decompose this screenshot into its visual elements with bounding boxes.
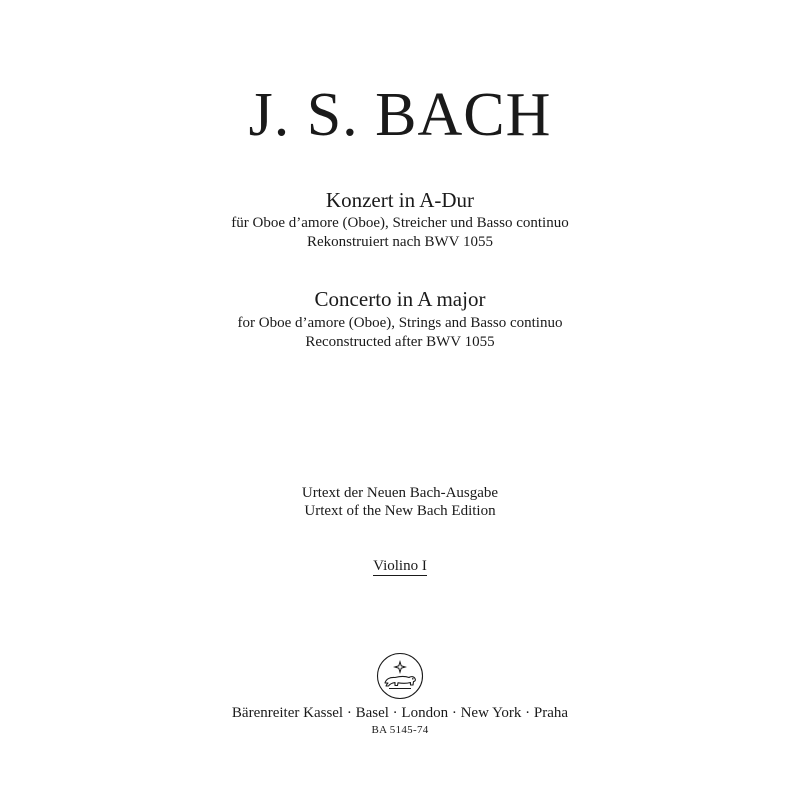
reconstruction-german: Rekonstruiert nach BWV 1055 bbox=[307, 234, 493, 250]
reconstruction-english: Reconstructed after BWV 1055 bbox=[305, 334, 495, 350]
title-german: Konzert in A-Dur bbox=[325, 188, 475, 212]
title-english: Concerto in A major bbox=[314, 287, 486, 311]
urtext-english: Urtext of the New Bach Edition bbox=[304, 503, 496, 519]
instrumentation-german: für Oboe d’amore (Oboe), Streicher und Basso continuo bbox=[231, 215, 569, 231]
part-name-label: Violino I bbox=[373, 558, 427, 574]
publisher-line: Bärenreiter Kassel · Basel · London · New York · Praha bbox=[231, 705, 569, 721]
part-name bbox=[0, 557, 800, 576]
catalog-number: BA 5145-74 bbox=[371, 724, 429, 736]
urtext-german: Urtext der Neuen Bach-Ausgabe bbox=[301, 485, 499, 501]
composer-name: J. S. BACH bbox=[248, 81, 552, 149]
baerenreiter-bear-star-logo-icon bbox=[376, 652, 424, 700]
instrumentation-english: for Oboe d’amore (Oboe), Strings and Basso continuo bbox=[237, 315, 563, 331]
